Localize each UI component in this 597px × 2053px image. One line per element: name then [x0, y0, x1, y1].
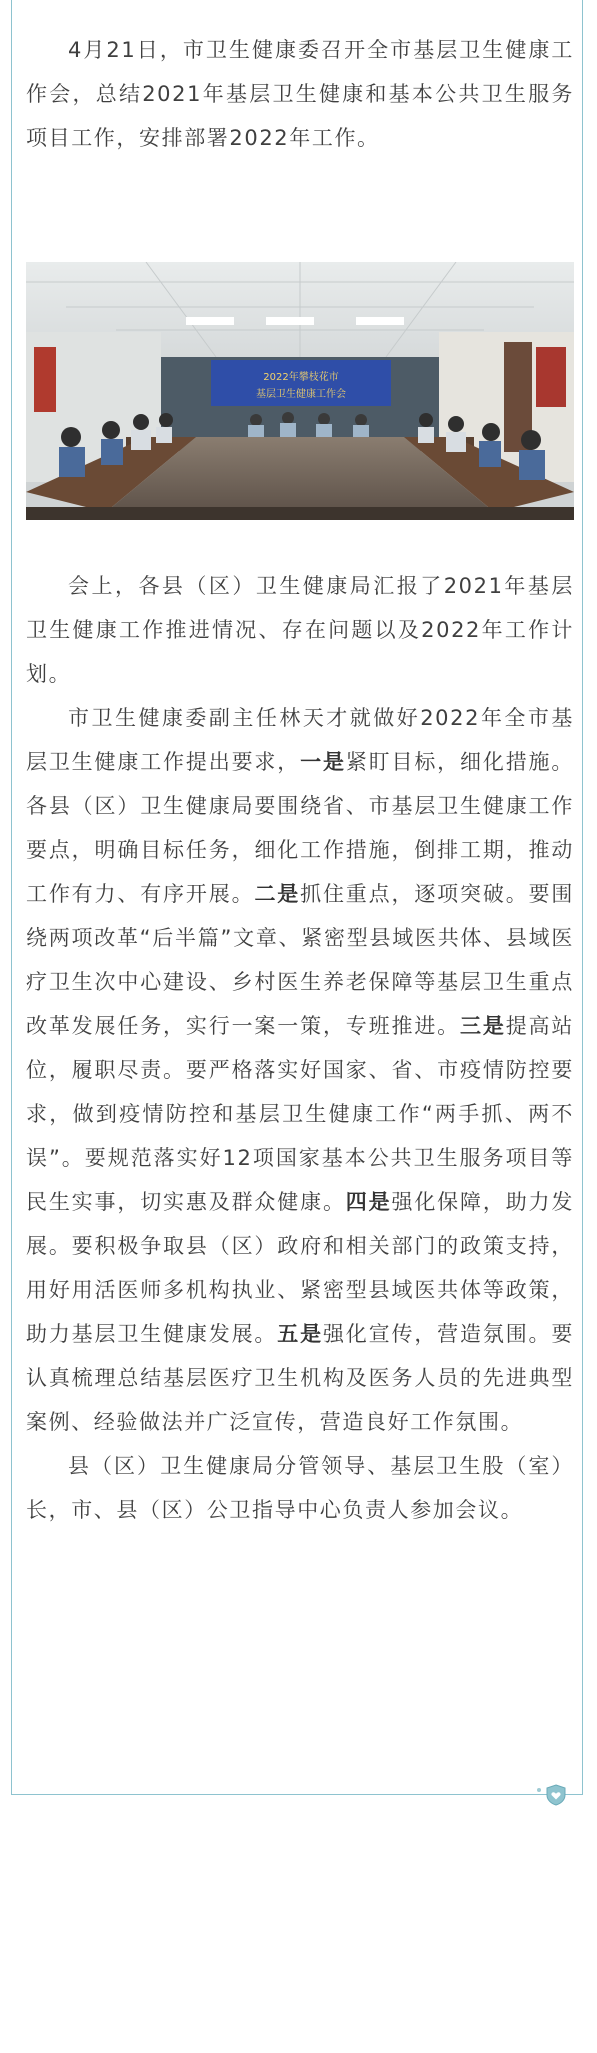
- meeting-photo-illustration: [26, 262, 574, 520]
- decor-dot: [537, 1788, 541, 1792]
- banner-line2: 基层卫生健康工作会: [256, 389, 346, 400]
- point-4-label: 四是: [345, 1190, 392, 1214]
- shield-heart-icon: [545, 1784, 567, 1806]
- point-4-text: 强化保障，助力发展。要积极争取县（区）政府和相关部门的政策支持，用好用活医师多机构执业、紧密型县域医共体等政策，助力基层卫生健康发展。: [26, 1190, 574, 1346]
- point-1-text: 紧盯目标，细化措施。各县（区）卫生健康局要围绕省、市基层卫生健康工作要点，明确目标任务，细化工作措施，倒排工期，推动工作有力、有序开展。: [26, 750, 575, 906]
- article-body-continued: [26, 564, 574, 1532]
- requirements-intro: 市卫生健康委副主任林天才就做好2022年全市基层卫生健康工作提出要求，: [26, 706, 574, 774]
- paragraph-attendees: 县（区）卫生健康局分管领导、基层卫生股（室）长，市、县（区）公卫指导中心负责人参加会议。: [26, 1454, 574, 1522]
- point-2-text: 抓住重点，逐项突破。要围绕两项改革“后半篇”文章、紧密型县域医共体、县域医疗卫生次中心建设、乡村医生养老保障等基层卫生重点改革发展任务，实行一案一策，专班推进。: [26, 882, 574, 1038]
- paragraph-intro: 4月21日，市卫生健康委召开全市基层卫生健康工作会，总结2021年基层卫生健康和基本公共卫生服务项目工作，安排部署2022年工作。: [26, 38, 574, 150]
- point-3-label: 三是: [460, 1014, 506, 1038]
- point-2-label: 二是: [254, 882, 301, 906]
- meeting-photo: [26, 262, 574, 520]
- point-5-text: 强化宣传，营造氛围。要认真梳理总结基层医疗卫生机构及医务人员的先进典型案例、经验做法并广泛宣传，营造良好工作氛围。: [26, 1322, 574, 1434]
- article-body: [26, 28, 574, 160]
- point-5-label: 五是: [277, 1322, 323, 1346]
- paragraph-requirements: [26, 696, 574, 1444]
- paragraph-reports: 会上，各县（区）卫生健康局汇报了2021年基层卫生健康工作推进情况、存在问题以及2022年工作计划。: [26, 574, 574, 686]
- point-1-label: 一是: [300, 750, 346, 774]
- banner-line1: 2022年攀枝花市: [263, 372, 339, 383]
- point-3-text: 提高站位，履职尽责。要严格落实好国家、省、市疫情防控要求，做到疫情防控和基层卫生健康工作“两手抓、两不误”。要规范落实好12项国家基本公共卫生服务项目等民生实事，切实惠及群众健康。: [26, 1014, 574, 1214]
